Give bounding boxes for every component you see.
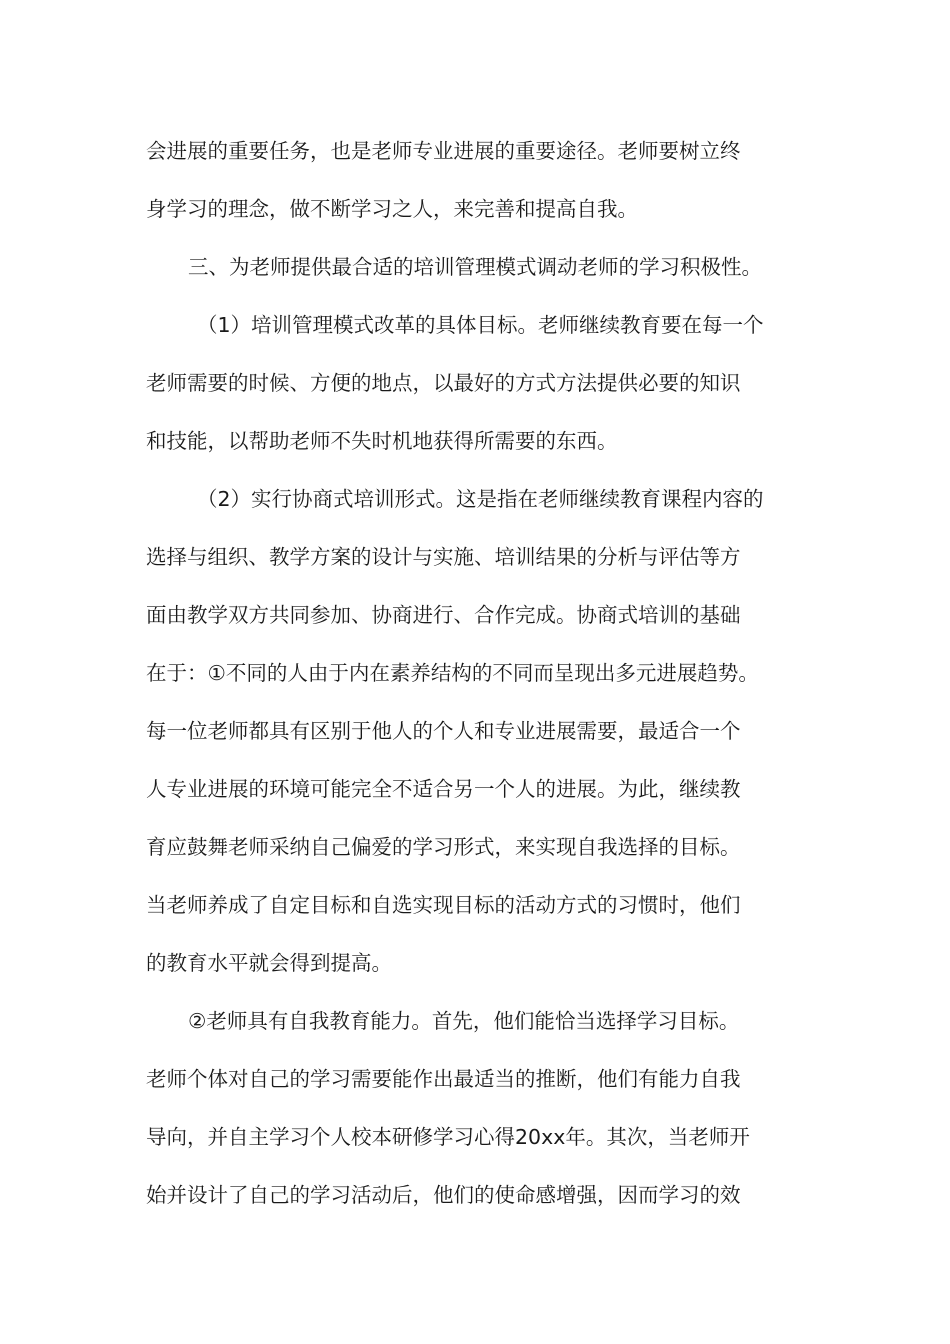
section-heading-3: 三、为老师提供最合适的培训管理模式调动老师的学习积极性。 bbox=[188, 255, 762, 279]
text-line-2: 身学习的理念，做不断学习之人，来完善和提高自我。 bbox=[146, 197, 638, 221]
text-line-6: 和技能，以帮助老师不失时机地获得所需要的东西。 bbox=[146, 429, 618, 453]
text-line-9: 面由教学双方共同参加、协商进行、合作完成。协商式培训的基础 bbox=[146, 603, 741, 627]
text-line-8: 选择与组织、教学方案的设计与实施、培训结果的分析与评估等方 bbox=[146, 545, 741, 569]
text-line-17: 老师个体对自己的学习需要能作出最适当的推断，他们有能力自我 bbox=[146, 1067, 741, 1091]
text-line-1: 会进展的重要任务，也是老师专业进展的重要途径。老师要树立终 bbox=[146, 139, 741, 163]
text-line-19: 始并设计了自己的学习活动后，他们的使命感增强，因而学习的效 bbox=[146, 1183, 741, 1207]
text-line-5: 老师需要的时候、方便的地点，以最好的方式方法提供必要的知识 bbox=[146, 371, 741, 395]
paragraph-2-start: （2）实行协商式培训形式。这是指在老师继续教育课程内容的 bbox=[197, 487, 764, 511]
text-line-13: 育应鼓舞老师采纳自己偏爱的学习形式，来实现自我选择的目标。 bbox=[146, 835, 741, 859]
text-line-12: 人专业进展的环境可能完全不适合另一个人的进展。为此，继续教 bbox=[146, 777, 741, 801]
text-line-18: 导向，并自主学习个人校本研修学习心得20xx年。其次，当老师开 bbox=[146, 1125, 750, 1149]
text-line-14: 当老师养成了自定目标和自选实现目标的活动方式的习惯时，他们 bbox=[146, 893, 741, 917]
paragraph-1-start: （1）培训管理模式改革的具体目标。老师继续教育要在每一个 bbox=[197, 313, 764, 337]
text-line-11: 每一位老师都具有区别于他人的个人和专业进展需要，最适合一个 bbox=[146, 719, 741, 743]
text-line-10: 在于：①不同的人由于内在素养结构的不同而呈现出多元进展趋势。 bbox=[146, 661, 759, 685]
paragraph-3-start: ②老师具有自我教育能力。首先，他们能恰当选择学习目标。 bbox=[188, 1009, 740, 1033]
text-line-15: 的教育水平就会得到提高。 bbox=[146, 951, 392, 975]
